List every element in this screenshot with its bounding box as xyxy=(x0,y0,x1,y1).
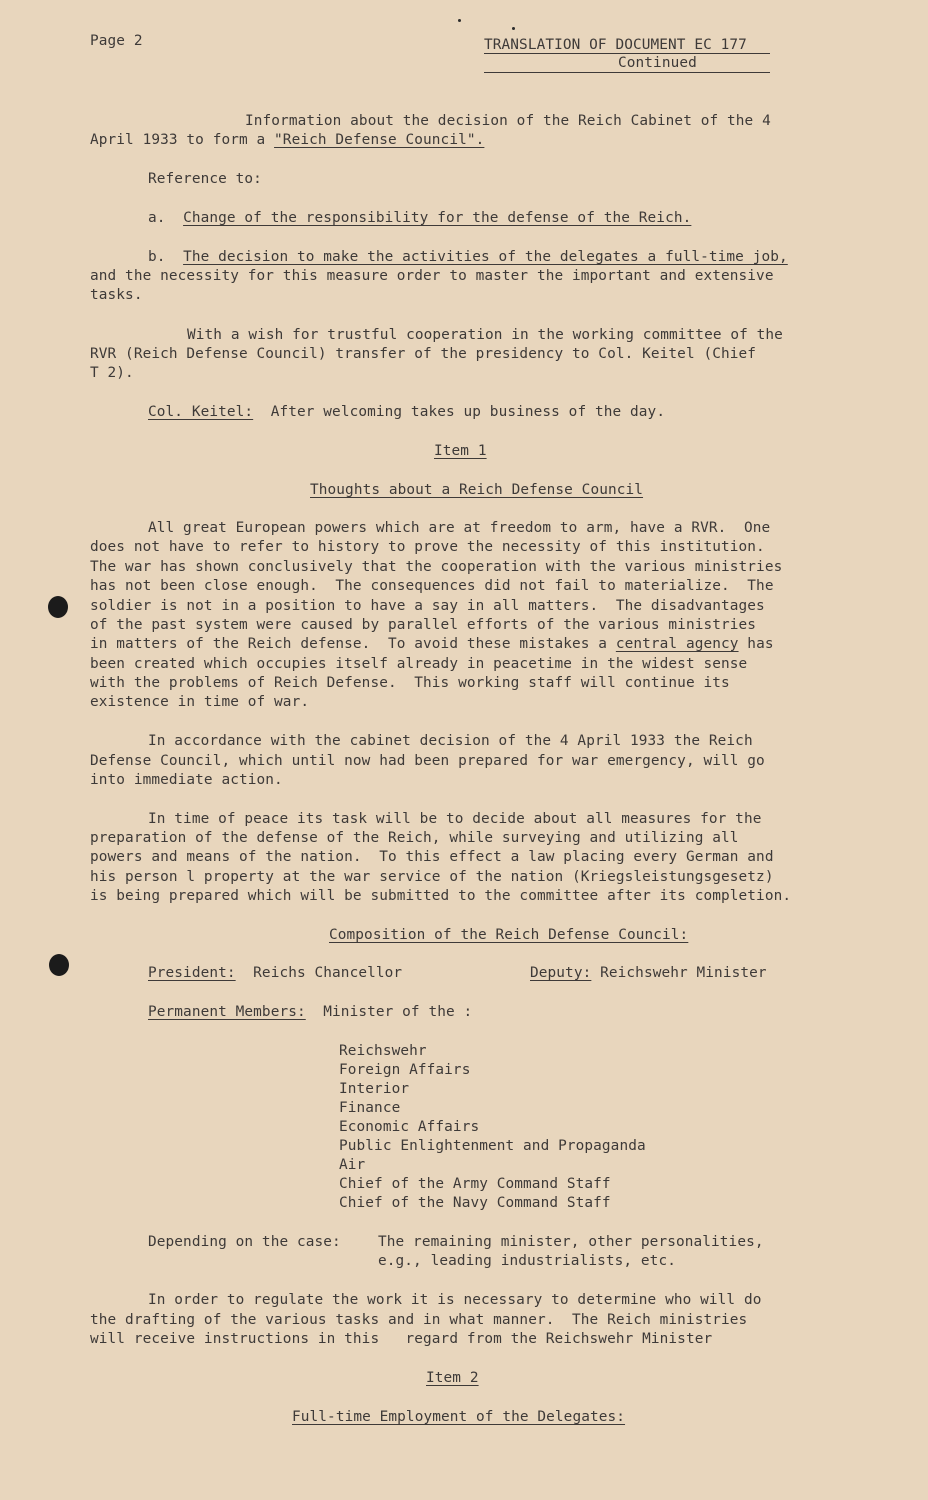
president-row: President: Reichs Chancellor xyxy=(148,965,403,981)
reference-a: a. Change of the responsibility for the defense of the Reich. xyxy=(148,210,692,226)
para3-line: In time of peace its task will be to decide about all measures for the xyxy=(148,811,762,827)
item-1-subheading: Thoughts about a Reich Defense Council xyxy=(310,482,644,498)
depending-label: Depending on the case: xyxy=(148,1234,341,1250)
deputy-row: Deputy: Reichswehr Minister xyxy=(530,965,767,981)
member-item: Reichswehr xyxy=(339,1043,427,1059)
reference-b-line-2: and the necessity for this measure order to master the important and extensive xyxy=(90,268,774,284)
reference-b-line-3: tasks. xyxy=(90,287,143,303)
closing-line: will receive instructions in this regard from the Reichswehr Minister xyxy=(90,1331,713,1347)
para1-line: been created which occupies itself already in peacetime in the widest sense xyxy=(90,656,748,672)
para3-line: powers and means of the nation. To this effect a law placing every German and xyxy=(90,849,774,865)
para1-line: does not have to refer to history to prove the necessity of this institution. xyxy=(90,539,765,555)
wish-line-1: With a wish for trustful cooperation in the working committee of the xyxy=(187,327,783,343)
punch-hole xyxy=(48,596,68,618)
continued-label: Continued xyxy=(618,55,697,71)
continued-rule xyxy=(484,72,770,73)
wish-line-2: RVR (Reich Defense Council) transfer of the presidency to Col. Keitel (Chief xyxy=(90,346,757,362)
para2-line: In accordance with the cabinet decision of the 4 April 1933 the Reich xyxy=(148,733,753,749)
member-item: Chief of the Navy Command Staff xyxy=(339,1195,611,1211)
member-item: Interior xyxy=(339,1081,410,1097)
item-1-heading: Item 1 xyxy=(434,443,487,459)
ink-speck xyxy=(458,19,461,22)
item-2-subheading: Full-time Employment of the Delegates: xyxy=(292,1409,626,1425)
depending-line-2: e.g., leading industrialists, etc. xyxy=(378,1253,676,1269)
closing-line: the drafting of the various tasks and in what manner. The Reich ministries xyxy=(90,1312,748,1328)
keitel-line: Col. Keitel: After welcoming takes up business of the day. xyxy=(148,404,666,420)
wish-line-3: T 2). xyxy=(90,365,134,381)
intro-line-1: Information about the decision of the Reich Cabinet of the 4 xyxy=(245,113,771,129)
closing-line: In order to regulate the work it is necessary to determine who will do xyxy=(148,1292,762,1308)
member-item: Air xyxy=(339,1157,366,1173)
para1-line: soldier is not in a position to have a say in all matters. The disadvantages xyxy=(90,598,765,614)
para3-line: preparation of the defense of the Reich, while surveying and utilizing all xyxy=(90,830,739,846)
depending-line-1: The remaining minister, other personalities, xyxy=(378,1234,764,1250)
permanent-members-row: Permanent Members: Minister of the : xyxy=(148,1004,473,1020)
reference-label: Reference to: xyxy=(148,171,262,187)
member-item: Foreign Affairs xyxy=(339,1062,471,1078)
reference-b: b. The decision to make the activities of the delegates a full-time job, xyxy=(148,249,788,265)
member-item: Public Enlightenment and Propaganda xyxy=(339,1138,646,1154)
para2-line: into immediate action. xyxy=(90,772,283,788)
para3-line: his person l property at the war service of the nation (Kriegsleistungsgesetz) xyxy=(90,869,774,885)
page-number: Page 2 xyxy=(90,33,143,49)
para1-line: with the problems of Reich Defense. This working staff will continue its xyxy=(90,675,730,691)
member-item: Finance xyxy=(339,1100,401,1116)
central-agency: central agency xyxy=(615,636,739,652)
para2-line: Defense Council, which until now had been prepared for war emergency, will go xyxy=(90,753,765,769)
member-item: Chief of the Army Command Staff xyxy=(339,1176,611,1192)
para1-line: of the past system were caused by parallel efforts of the various ministries xyxy=(90,617,757,633)
para1-line: in matters of the Reich defense. To avoid these mistakes a central agency has xyxy=(90,636,774,652)
ink-speck xyxy=(512,27,515,30)
para1-line: All great European powers which are at freedom to arm, have a RVR. One xyxy=(148,520,771,536)
para1-line: The war has shown conclusively that the cooperation with the various ministries xyxy=(90,559,783,575)
punch-hole xyxy=(49,954,69,976)
document-title: TRANSLATION OF DOCUMENT EC 177 xyxy=(484,37,747,53)
para3-line: is being prepared which will be submitted to the committee after its completion. xyxy=(90,888,792,904)
council-name: "Reich Defense Council". xyxy=(274,132,485,148)
para1-line: has not been close enough. The consequences did not fail to materialize. The xyxy=(90,578,774,594)
member-item: Economic Affairs xyxy=(339,1119,480,1135)
para1-line: existence in time of war. xyxy=(90,694,310,710)
composition-heading: Composition of the Reich Defense Council: xyxy=(329,927,689,943)
intro-line-2: April 1933 to form a "Reich Defense Council". xyxy=(90,132,485,148)
item-2-heading: Item 2 xyxy=(426,1370,479,1386)
